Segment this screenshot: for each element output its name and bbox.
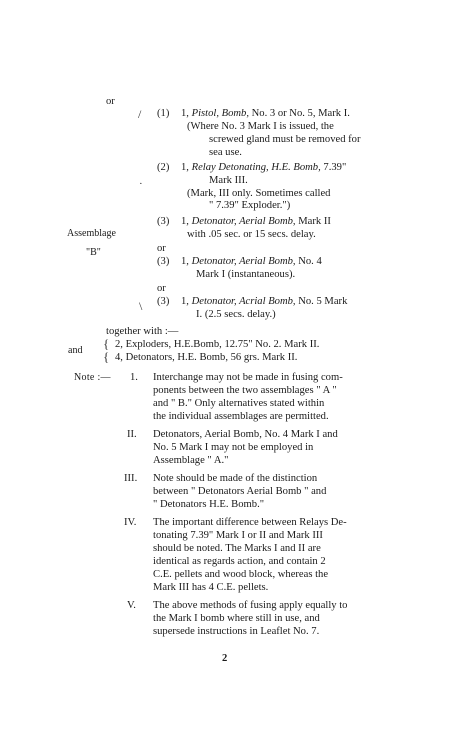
note-line: " Detonators H.E. Bomb." [153,499,265,510]
item-spec: No. 5 Mark [295,296,348,307]
note-number: V. [127,600,136,611]
note-number: IV. [124,517,137,528]
assemblage-brace-mid: · [139,178,143,190]
note-line: C.E. pellets and wood block, whereas the [153,569,329,580]
item-qty: 1, [181,162,192,173]
note-line: The above methods of fusing apply equally to [153,600,348,611]
together-item: 4, Detonators, H.E. Bomb, 56 grs. Mark II. [115,352,298,363]
together-with-label: together with :— [106,326,179,337]
list-item [157,162,346,174]
item-qty: 1, [181,108,192,119]
note-line: Note should be made of the distinction [153,473,318,484]
item-line: screwed gland must be removed for [209,134,361,145]
item-line: Mark III. [209,175,248,186]
and-label: and [68,345,83,356]
item-name: Detonator, Aerial Bomb, [191,216,296,227]
item-line: (Mark, III only. Sometimes called [187,188,331,199]
note-line: The important difference between Relays De- [153,517,347,528]
note-label: Note :— [74,372,111,383]
item-name: Detonator, Acrial Bomb, [191,296,296,307]
item-number: (2) [157,162,170,173]
assemblage-label: Assemblage [67,228,116,239]
item-number: (3) [157,296,170,307]
item-line: " 7.39" Exploder.") [209,200,291,211]
list-item [157,296,347,308]
list-item [157,216,331,228]
item-spec: No. 4 [295,256,322,267]
item-number: (3) [157,256,170,267]
note-line: Assemblage " A." [153,455,229,466]
note-line: tonating 7.39" Mark I or II and Mark III [153,530,323,541]
note-line: identical as regards action, and contain 2 [153,556,326,567]
item-name: Detonator, Aerial Bomb, [191,256,296,267]
item-line: sea use. [209,147,242,158]
item-spec: No. 3 or No. 5, Mark I. [248,108,350,119]
assemblage-b-label: "B" [86,247,101,258]
assemblage-brace-top: / [138,107,142,121]
item-spec: 7.39" [320,162,347,173]
note-line: should be noted. The Marks I and II are [153,543,321,554]
or-label: or [157,283,166,294]
note-line: the individual assemblages are permitted. [153,411,329,422]
item-spec: Mark II [295,216,331,227]
item-name: Pistol, Bomb, [191,108,249,119]
together-item: 2, Exploders, H.E.Bomb, 12.75" No. 2. Mark II. [115,339,320,350]
item-number: (1) [157,108,170,119]
note-line: and " B." Only alternatives stated within [153,398,325,409]
note-line: between " Detonators Aerial Bomb " and [153,486,327,497]
note-line: ponents between the two assemblages " A " [153,385,337,396]
note-number: III. [124,473,138,484]
list-item [157,108,350,120]
note-line: Mark III has 4 C.E. pellets. [153,582,269,593]
list-item [157,256,322,268]
item-name: Relay Detonating, H.E. Bomb, [191,162,321,173]
item-line: Mark I (instantaneous). [196,269,296,280]
note-line: Detonators, Aerial Bomb, No. 4 Mark I and [153,429,338,440]
item-line: with .05 sec. or 15 secs. delay. [187,229,316,240]
or-label: or [157,243,166,254]
and-brace: { { [103,336,110,364]
note-number: 1. [130,372,138,383]
item-qty: 1, [181,216,192,227]
note-line: No. 5 Mark I may not be employed in [153,442,314,453]
note-line: supersede instructions in Leaflet No. 7. [153,626,320,637]
page-number: 2 [222,653,228,664]
item-line: (Where No. 3 Mark I is issued, the [187,121,334,132]
header-or: or [106,96,115,107]
note-line: Interchange may not be made in fusing com- [153,372,343,383]
item-line: I. (2.5 secs. delay.) [196,309,276,320]
item-qty: 1, [181,256,192,267]
item-qty: 1, [181,296,192,307]
item-number: (3) [157,216,170,227]
note-number: II. [127,429,137,440]
assemblage-brace-bottom: \ [139,299,143,313]
note-line: the Mark I bomb where still in use, and [153,613,320,624]
